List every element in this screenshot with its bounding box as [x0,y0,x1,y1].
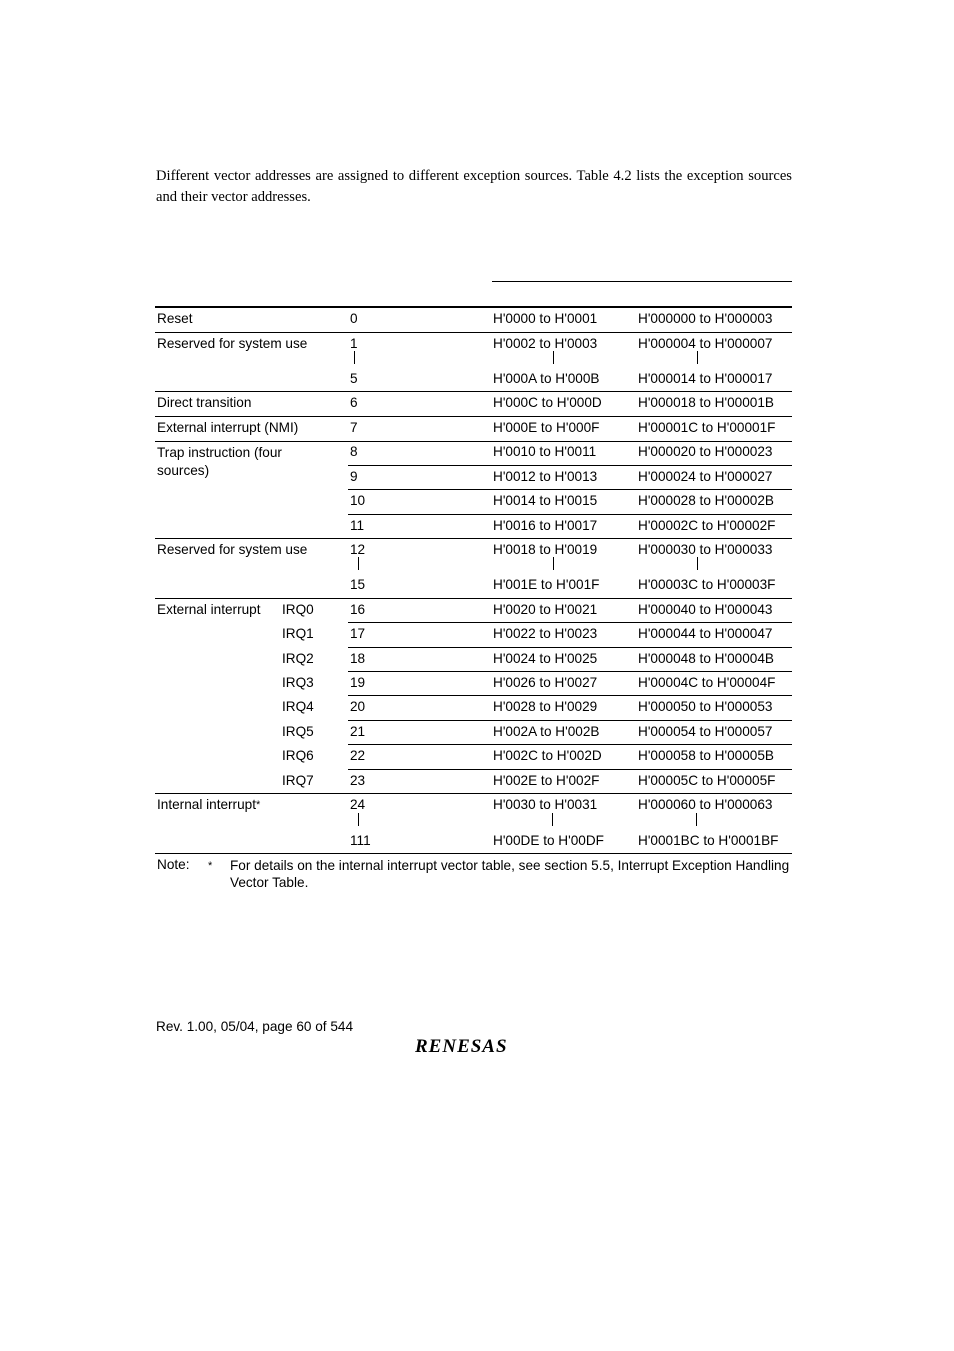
address-24bit: H'000060 to H'000063 [638,797,773,812]
vector-number: 5 [350,371,358,386]
table-bottom-rule [155,853,792,854]
vector-number: 24 [350,797,366,812]
address-16bit: H'000A to H'000B [493,371,600,386]
vector-number: 0 [350,311,358,326]
row-divider [348,489,792,490]
address-16bit: H'0010 to H'0011 [493,444,597,459]
address-24bit: H'0001BC to H'0001BF [638,833,779,848]
address-16bit: H'000E to H'000F [493,420,600,435]
address-24bit: H'00001C to H'00001F [638,420,776,435]
source-cell: Reset [157,311,193,326]
address-24bit: H'000004 to H'000007 [638,336,773,351]
row-divider [348,744,792,745]
range-bar [696,813,697,826]
vector-number: 8 [350,444,358,459]
address-24bit: H'000000 to H'000003 [638,311,773,326]
intro-paragraph: Different vector addresses are assigned to different exception sources. Table 4.2 lists the exception sources and their vector addresses. [156,168,792,205]
row-divider [155,416,792,417]
address-16bit: H'002C to H'002D [493,748,602,763]
address-16bit: H'00DE to H'00DF [493,833,604,848]
vector-number: 19 [350,675,366,690]
range-bar [553,557,554,570]
vector-number: 17 [350,626,366,641]
address-24bit: H'000048 to H'00004B [638,651,774,666]
row-divider [348,622,792,623]
vector-number: 21 [350,724,366,739]
address-16bit: H'0026 to H'0027 [493,675,598,690]
vector-number: 6 [350,395,358,410]
vector-number: 15 [350,577,366,592]
row-divider [348,671,792,672]
header-rule-short [492,281,792,282]
vector-number: 1 [350,336,358,351]
row-divider [348,514,792,515]
range-bar [354,351,355,364]
vector-number: 9 [350,469,358,484]
address-16bit: H'0024 to H'0025 [493,651,598,666]
range-bar [553,351,554,364]
vector-number: 11 [350,518,365,533]
source-cell: Reserved for system use [157,542,308,557]
address-24bit: H'00003C to H'00003F [638,577,776,592]
source-cell [157,797,260,813]
row-divider [155,538,792,539]
address-16bit: H'0030 to H'0031 [493,797,598,812]
source-cell: External interrupt [157,602,261,617]
address-16bit: H'0018 to H'0019 [493,542,598,557]
irq-label: IRQ3 [282,675,314,690]
source-cell: Trap instruction (four sources) [157,445,282,478]
row-divider [155,793,792,794]
address-24bit: H'000024 to H'000027 [638,469,773,484]
address-24bit: H'000054 to H'000057 [638,724,773,739]
address-24bit: H'00004C to H'00004F [638,675,776,690]
address-24bit: H'000040 to H'000043 [638,602,773,617]
irq-label: IRQ6 [282,748,314,763]
page-info: Rev. 1.00, 05/04, page 60 of 544 [156,1019,354,1034]
row-divider [155,391,792,392]
address-16bit: H'0016 to H'0017 [493,518,598,533]
address-24bit: H'000014 to H'000017 [638,371,773,386]
range-bar [358,557,359,570]
irq-label: IRQ5 [282,724,314,739]
footnote-mark: * [256,799,261,811]
vector-number: 12 [350,542,366,557]
address-24bit: H'000044 to H'000047 [638,626,773,641]
address-16bit: H'0000 to H'0001 [493,311,598,326]
address-16bit: H'001E to H'001F [493,577,600,592]
row-divider [348,647,792,648]
address-24bit: H'000058 to H'00005B [638,748,774,763]
address-24bit: H'000028 to H'00002B [638,493,774,508]
address-16bit: H'000C to H'000D [493,395,602,410]
vector-number: 20 [350,699,366,714]
address-24bit: H'000030 to H'000033 [638,542,773,557]
source-cell: Direct transition [157,395,252,410]
vector-number: 22 [350,748,366,763]
row-divider [348,720,792,721]
vector-number: 16 [350,602,366,617]
address-24bit: H'000050 to H'000053 [638,699,773,714]
source-cell: External interrupt (NMI) [157,420,299,435]
row-divider [348,465,792,466]
row-divider [155,332,792,333]
renesas-logo [413,1036,535,1061]
address-16bit: H'0014 to H'0015 [493,493,598,508]
address-24bit: H'00002C to H'00002F [638,518,776,533]
range-bar [552,813,553,826]
note-text: For details on the internal interrupt vector table, see section 5.5, Interrupt Exception Handling Vector Table. [230,858,790,890]
range-bar [697,557,698,570]
range-bar [697,351,698,364]
irq-label: IRQ1 [282,626,314,641]
vector-number: 7 [350,420,358,435]
row-divider [348,695,792,696]
irq-label: IRQ2 [282,651,314,666]
range-bar [358,813,359,826]
address-16bit: H'002A to H'002B [493,724,600,739]
address-16bit: H'0022 to H'0023 [493,626,598,641]
irq-label: IRQ7 [282,773,314,788]
address-16bit: H'0012 to H'0013 [493,469,598,484]
address-16bit: H'0028 to H'0029 [493,699,598,714]
irq-label: IRQ4 [282,699,314,714]
note-label: Note: [157,857,190,872]
address-24bit: H'00005C to H'00005F [638,773,776,788]
address-24bit: H'000020 to H'000023 [638,444,773,459]
vector-number: 111 [350,833,371,848]
address-16bit: H'0020 to H'0021 [493,602,598,617]
vector-number: 10 [350,493,366,508]
row-divider [155,598,792,599]
address-16bit: H'002E to H'002F [493,773,600,788]
note-mark: * [208,860,213,872]
row-divider [155,441,792,442]
irq-label: IRQ0 [282,602,314,617]
vector-number: 23 [350,773,366,788]
svg-text:RENESAS: RENESAS [415,1036,508,1056]
address-24bit: H'000018 to H'00001B [638,395,774,410]
header-rule [155,306,792,308]
source-text: Internal interrupt [157,797,256,812]
row-divider [348,769,792,770]
vector-number: 18 [350,651,366,666]
address-16bit: H'0002 to H'0003 [493,336,598,351]
source-cell: Reserved for system use [157,336,308,351]
